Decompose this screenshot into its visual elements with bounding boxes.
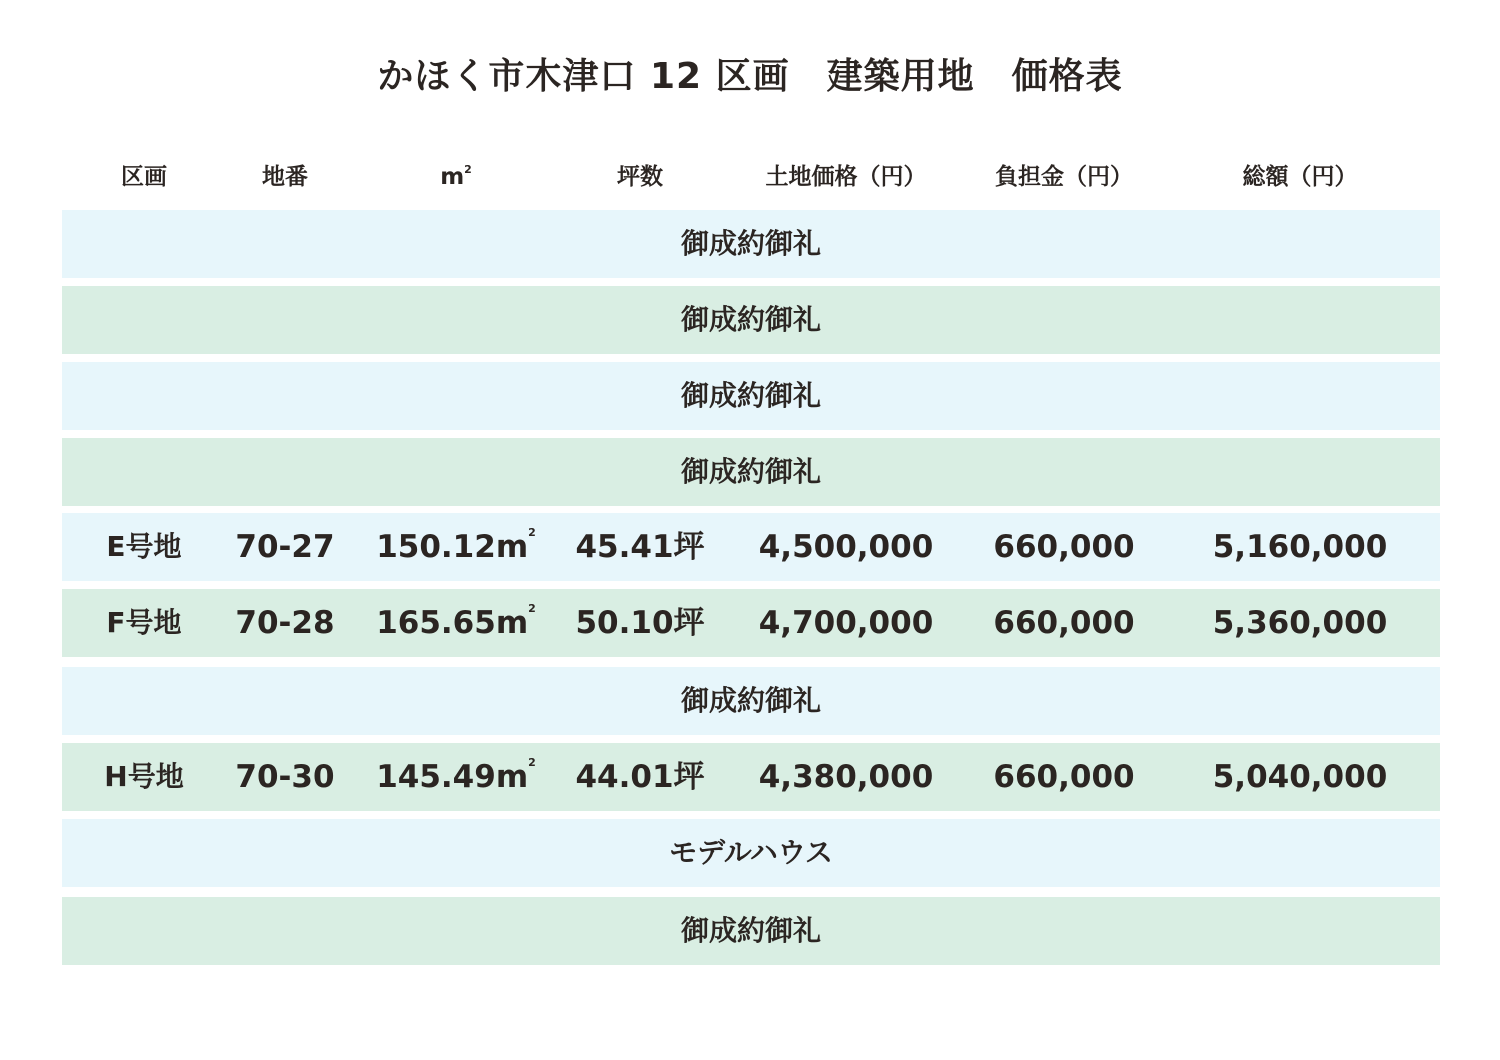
cell-kukaku: F号地 [106,606,182,639]
table-row [62,362,1440,430]
row-note: 御成約御礼 [680,914,821,947]
cell-chiban: 70-27 [235,529,335,565]
cell-burden: 660,000 [993,605,1135,641]
header-land-price: 土地価格（円） [765,164,927,190]
cell-area-unit: m [495,605,529,641]
cell-area-sup: 2 [528,526,536,539]
cell-tsubo: 50.10坪 [575,605,705,641]
table-row [62,589,1440,657]
cell-area [372,513,540,581]
table-header [62,150,1440,204]
row-note: 御成約御礼 [680,455,821,488]
cell-area [372,589,540,657]
row-note: モデルハウス [669,836,833,869]
header-area [372,150,540,204]
cell-area [372,743,540,811]
cell-area-value: 145.49 [376,759,496,795]
cell-area-sup: 2 [528,756,536,769]
table-row [62,210,1440,278]
cell-land-price: 4,500,000 [758,529,934,565]
cell-area-unit: m [495,529,529,565]
cell-land-price: 4,700,000 [758,605,934,641]
row-note: 御成約御礼 [680,303,821,336]
cell-chiban: 70-28 [235,605,335,641]
cell-area-unit: m [495,759,529,795]
header-area-unit: m [440,164,465,190]
header-chiban: 地番 [262,164,308,190]
table-row [62,819,1440,887]
cell-kukaku: E号地 [106,530,182,563]
cell-tsubo: 45.41坪 [575,529,705,565]
cell-total: 5,160,000 [1212,529,1388,565]
header-area-sup: 2 [464,163,472,176]
cell-kukaku: H号地 [104,760,184,793]
cell-tsubo: 44.01坪 [575,759,705,795]
page-title: かほく市木津口 12 区画 建築用地 価格表 [377,56,1123,97]
table-row [62,438,1440,506]
table-row [62,897,1440,965]
cell-burden: 660,000 [993,759,1135,795]
header-burden: 負担金（円） [995,164,1133,190]
row-note: 御成約御礼 [680,227,821,260]
cell-area-sup: 2 [528,602,536,615]
row-note: 御成約御礼 [680,684,821,717]
header-tsubo: 坪数 [617,164,663,190]
cell-burden: 660,000 [993,529,1135,565]
table-row [62,667,1440,735]
cell-total: 5,040,000 [1212,759,1388,795]
cell-chiban: 70-30 [235,759,335,795]
cell-total: 5,360,000 [1212,605,1388,641]
cell-land-price: 4,380,000 [758,759,934,795]
row-note: 御成約御礼 [680,379,821,412]
header-total: 総額（円） [1242,164,1358,190]
cell-area-value: 165.65 [376,605,496,641]
table-row [62,513,1440,581]
header-kukaku: 区画 [121,164,167,190]
table-row [62,743,1440,811]
cell-area-value: 150.12 [376,529,496,565]
table-row [62,286,1440,354]
